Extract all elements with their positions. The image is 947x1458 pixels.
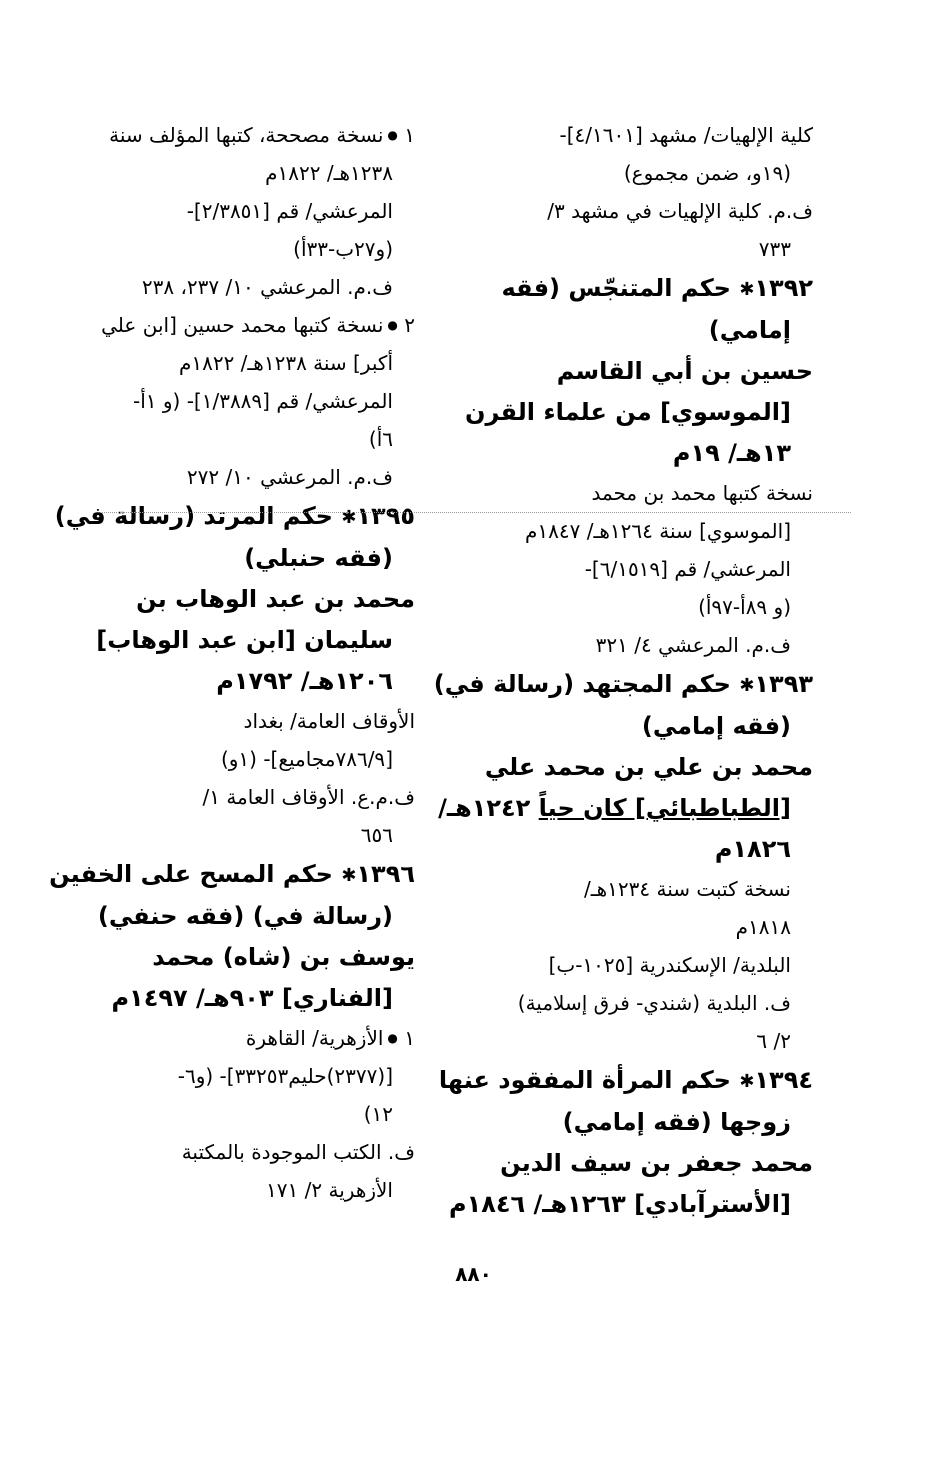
- star-icon: ✱: [739, 279, 755, 300]
- entry-title: حكم المتنجّس (فقه: [501, 274, 731, 302]
- entry-heading-1395: [54, 496, 415, 538]
- star-icon: ✱: [739, 675, 755, 696]
- entry-title: (رسالة في) (فقه حنفي): [97, 902, 393, 930]
- text-line: ٢/ ٦: [756, 1029, 791, 1053]
- text-line: ٦٥٦: [360, 823, 393, 847]
- entry-title: حكم المجتهد (رسالة في): [433, 670, 731, 698]
- copy-text: الأزهرية/ القاهرة: [245, 1026, 384, 1050]
- copy-line: [103, 116, 415, 154]
- bullet-icon: ●: [387, 1031, 398, 1045]
- entry-heading-1396: [49, 854, 415, 896]
- text-line: ١٢): [363, 1102, 393, 1126]
- entry-title: إمامي): [708, 316, 791, 344]
- text-line: كلية الإلهيات/ مشهد [٤/١٦٠١]-: [559, 123, 813, 147]
- text-line: ف.م. المرعشي ٤/ ٣٢١: [595, 633, 791, 657]
- text-line: الأزهرية ٢/ ١٧١: [266, 1178, 393, 1202]
- author-line: [الفناري] ٩٠٣هـ/ ١٤٩٧م: [111, 984, 393, 1012]
- text-line: ف.م. كلية الإلهيات في مشهد ٣/: [547, 199, 813, 223]
- text-line: أكبر] سنة ١٢٣٨هـ/ ١٨٢٢م: [178, 351, 393, 375]
- text-line: ١٨١٨م: [735, 915, 791, 939]
- entry-heading-1392: [501, 268, 813, 310]
- text-line: ف.م.ع. الأوقاف العامة ١/: [202, 785, 415, 809]
- text-line: البلدية/ الإسكندرية [١٠٢٥-ب]: [548, 953, 791, 977]
- text-line: (و ٨٩أ-٩٧أ): [698, 595, 791, 619]
- author-line: يوسف بن (شاه) محمد: [152, 943, 415, 971]
- text-line: المرعشي/ قم [٢/٣٨٥١]-: [186, 199, 393, 223]
- text-line: المرعشي/ قم [٦/١٥١٩]-: [584, 557, 791, 581]
- text-line: (١٩و، ضمن مجموع): [623, 161, 791, 185]
- author-line: [الموسوي] من علماء القرن: [465, 398, 791, 426]
- entry-title: (فقه حنبلي): [244, 544, 393, 572]
- entry-number: ١٣٩٣: [754, 670, 813, 698]
- author-line: ١٣هـ/ ١٩م: [672, 439, 791, 467]
- entry-title: حكم المرأة المفقود عنها: [438, 1066, 731, 1094]
- entry-title: (فقه إمامي): [641, 712, 791, 740]
- copy-line: [103, 306, 415, 344]
- copy-line: [103, 1019, 415, 1057]
- star-icon: ✱: [739, 1071, 755, 1092]
- text-line: المرعشي/ قم [١/٣٨٨٩]- (و ١أ-: [132, 389, 393, 413]
- entry-title: حكم المسح على الخفين: [49, 860, 333, 888]
- text-line: ف. البلدية (شندي- فرق إسلامية): [517, 991, 791, 1015]
- text-line: ١٢٣٨هـ/ ١٨٢٢م: [265, 161, 393, 185]
- author-nisba: [الطباطبائي] كان حياً: [538, 794, 791, 822]
- copy-number: ١: [404, 123, 415, 147]
- author-line: [الأسترآبادي] ١٢٦٣هـ/ ١٨٤٦م: [448, 1190, 791, 1218]
- author-line: سليمان [ابن عبد الوهاب]: [96, 626, 393, 654]
- bullet-icon: ●: [387, 318, 398, 332]
- entry-number: ١٣٩٢: [754, 274, 813, 302]
- text-line: نسخة كتبت سنة ١٢٣٤هـ/: [584, 877, 791, 901]
- star-icon: ✱: [341, 865, 357, 886]
- text-line: [الموسوي] سنة ١٢٦٤هـ/ ١٨٤٧م: [525, 519, 791, 543]
- text-line: ٧٣٣: [758, 237, 791, 261]
- text-line: [٧٨٦/٩مجاميع]- (١و): [220, 747, 393, 771]
- text-line: ف. الكتب الموجودة بالمكتبة: [181, 1140, 415, 1164]
- page-number: ٨٨٠: [455, 1262, 492, 1286]
- text-line: [(٢٣٧٧)حليم٣٣٢٥٣]- (و٦-: [177, 1064, 393, 1088]
- entry-heading-1394: [438, 1060, 813, 1102]
- right-column: [433, 116, 813, 1225]
- bullet-icon: ●: [387, 128, 398, 142]
- copy-text: نسخة مصححة، كتبها المؤلف سنة: [109, 123, 384, 147]
- author-line: ١٢٠٦هـ/ ١٧٩٢م: [216, 667, 393, 695]
- entry-number: ١٣٩٥: [356, 502, 415, 530]
- text-line: (و٢٧ب-٣٣أ): [293, 237, 393, 261]
- entry-number: ١٣٩٦: [356, 860, 415, 888]
- author-line: حسين بن أبي القاسم: [556, 357, 813, 385]
- author-line: محمد جعفر بن سيف الدين: [500, 1149, 813, 1177]
- text-line: ف.م. المرعشي ١٠/ ٢٣٧، ٢٣٨: [141, 275, 393, 299]
- copy-text: نسخة كتبها محمد حسين [ابن علي: [101, 313, 384, 337]
- copy-number: ١: [404, 1026, 415, 1050]
- text-line: نسخة كتبها محمد بن محمد: [591, 481, 813, 505]
- entry-number: ١٣٩٤: [754, 1066, 813, 1094]
- left-column: [49, 116, 415, 1209]
- author-line: محمد بن علي بن محمد علي: [484, 753, 813, 781]
- entry-heading-1393: [433, 664, 813, 706]
- entry-title: حكم المرتد (رسالة في): [54, 502, 333, 530]
- text-line: ف.م. المرعشي ١٠/ ٢٧٢: [186, 465, 393, 489]
- copy-number: ٢: [404, 313, 415, 337]
- text-line: الأوقاف العامة/ بغداد: [243, 709, 415, 733]
- scan-artifact-rule: [100, 512, 851, 513]
- author-line: [438, 788, 813, 829]
- author-line: ١٨٢٦م: [714, 835, 791, 863]
- entry-title: زوجها (فقه إمامي): [562, 1108, 791, 1136]
- author-date: ١٢٤٢هـ/: [438, 794, 531, 822]
- author-line: محمد بن عبد الوهاب بن: [136, 585, 415, 613]
- star-icon: ✱: [341, 507, 357, 528]
- text-line: ٦أ): [368, 427, 393, 451]
